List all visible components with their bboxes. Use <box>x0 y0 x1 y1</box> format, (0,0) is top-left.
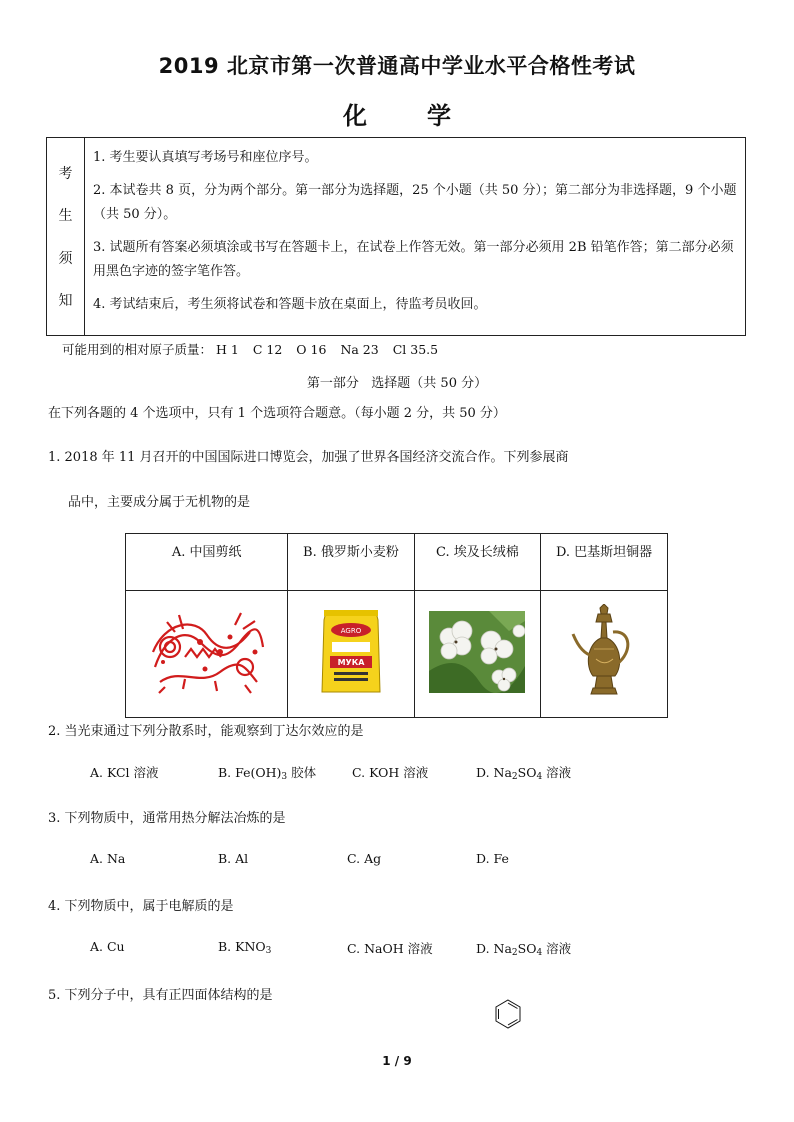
section-title: 第一部分 选择题（共 50 分） <box>306 376 488 391</box>
side-char: 须 <box>58 250 73 267</box>
q4-d-pre: D. Na <box>476 941 512 956</box>
q1-option-d: D. 巴基斯坦铜器 <box>541 534 668 591</box>
side-char: 考 <box>58 166 73 183</box>
q2-option-a: A. KCl 溶液 <box>90 765 159 780</box>
q2-option-c: C. KOH 溶液 <box>352 765 429 780</box>
q4-option-a: A. Cu <box>90 939 125 954</box>
q1-options-table <box>125 533 668 718</box>
q2-b-sub: 3 <box>281 772 288 782</box>
q4-b-sub: 3 <box>265 946 272 956</box>
side-char: 知 <box>58 292 73 309</box>
atoms-label: 可能用到的相对原子质量： <box>62 342 213 357</box>
atom-mass: O 16 <box>296 342 327 357</box>
q2-b-pre: B. Fe(OH) <box>218 765 282 780</box>
q4-option-c: C. NaOH 溶液 <box>347 941 433 956</box>
dragon-papercut-icon <box>145 607 269 697</box>
copper-ewer-image <box>541 591 668 718</box>
q1-stem-line1: 1. 2018 年 11 月召开的中国国际进口博览会，加强了世界各国经济交流合作。下列参展商 <box>48 450 569 465</box>
section-instruction: 在下列各题的 4 个选项中，只有 1 个选项符合题意。（每小题 2 分，共 50 分） <box>48 406 506 421</box>
q2-stem: 2. 当光束通过下列分散系时，能观察到丁达尔效应的是 <box>48 724 364 739</box>
candidate-notice-box <box>46 137 746 336</box>
benzene-ring-icon <box>494 998 522 1030</box>
q2-option-b <box>218 763 316 782</box>
q3-option-a: A. Na <box>90 851 126 866</box>
q4-d-post: 溶液 <box>542 941 572 956</box>
paper-cut-dragon-image <box>126 591 288 718</box>
q3-option-b: B. Al <box>218 851 249 866</box>
q4-option-d <box>476 939 571 958</box>
q4-stem: 4. 下列物质中，属于电解质的是 <box>48 899 234 914</box>
notice-item: 1. 考生要认真填写考场号和座位序号。 <box>93 150 318 165</box>
side-char: 生 <box>58 208 73 225</box>
q1-option-c: C. 埃及长绒棉 <box>414 534 541 591</box>
q4-options <box>0 939 794 959</box>
atom-mass: C 12 <box>252 342 283 357</box>
cotton-bolls-icon <box>429 611 525 693</box>
cotton-image <box>414 591 541 718</box>
notice-items <box>93 146 739 326</box>
q2-option-d <box>476 763 571 782</box>
notice-item: 2. 本试卷共 8 页，分为两个部分。第一部分为选择题，25 个小题（共 50 分）；第二部分为非选择题，9 个小题（共 50 分）。 <box>93 183 737 222</box>
q3-option-d: D. Fe <box>476 851 509 866</box>
q2-d-sub1: 2 <box>511 772 518 782</box>
q2-d-sub2: 4 <box>536 772 543 782</box>
q1-option-a: A. 中国剪纸 <box>126 534 288 591</box>
q1-option-b: B. 俄罗斯小麦粉 <box>288 534 414 591</box>
q4-b-pre: B. KNO <box>218 939 266 954</box>
notice-item: 3. 试题所有答案必须填涂或书写在答题卡上，在试卷上作答无效。第一部分必须用 2B 铅笔作答；第二部分必须用黑色字迹的签字笔作答。 <box>93 240 734 279</box>
atomic-masses <box>62 340 452 358</box>
atom-mass: Na 23 <box>340 342 379 357</box>
q4-option-b <box>218 939 271 956</box>
notice-side-label <box>47 138 85 335</box>
q3-options <box>0 851 794 871</box>
q1-stem-line2: 品中，主要成分属于无机物的是 <box>68 495 251 510</box>
bag-brand: AGRO <box>340 627 362 635</box>
atom-mass: Cl 35.5 <box>392 342 439 357</box>
subject-char-2: 学 <box>427 102 451 130</box>
bag-text: МУКА <box>337 658 365 667</box>
q2-options <box>0 763 794 783</box>
q4-d-sub2: 4 <box>536 948 543 958</box>
notice-item: 4. 考试结束后，考生须将试卷和答题卡放在桌面上，待监考员收回。 <box>93 297 487 312</box>
brass-ewer-icon <box>569 604 639 700</box>
q5-stem: 5. 下列分子中，具有正四面体结构的是 <box>48 988 273 1003</box>
q4-d-mid: SO <box>517 941 537 956</box>
flour-bag-image <box>288 591 414 718</box>
q2-d-post: 溶液 <box>542 765 572 780</box>
page-number: 1 / 9 <box>382 1054 412 1068</box>
exam-title: 2019 北京市第一次普通高中学业水平合格性考试 <box>158 54 636 78</box>
q3-option-c: C. Ag <box>347 851 382 866</box>
flour-bag-icon <box>316 606 386 698</box>
subject-char-1: 化 <box>343 102 367 130</box>
q4-d-sub1: 2 <box>511 948 518 958</box>
q2-b-post: 胶体 <box>287 765 317 780</box>
q2-d-pre: D. Na <box>476 765 512 780</box>
q2-d-mid: SO <box>517 765 537 780</box>
subject-title <box>0 96 794 131</box>
atom-mass: H 1 <box>216 342 239 357</box>
q3-stem: 3. 下列物质中，通常用热分解法冶炼的是 <box>48 811 286 826</box>
